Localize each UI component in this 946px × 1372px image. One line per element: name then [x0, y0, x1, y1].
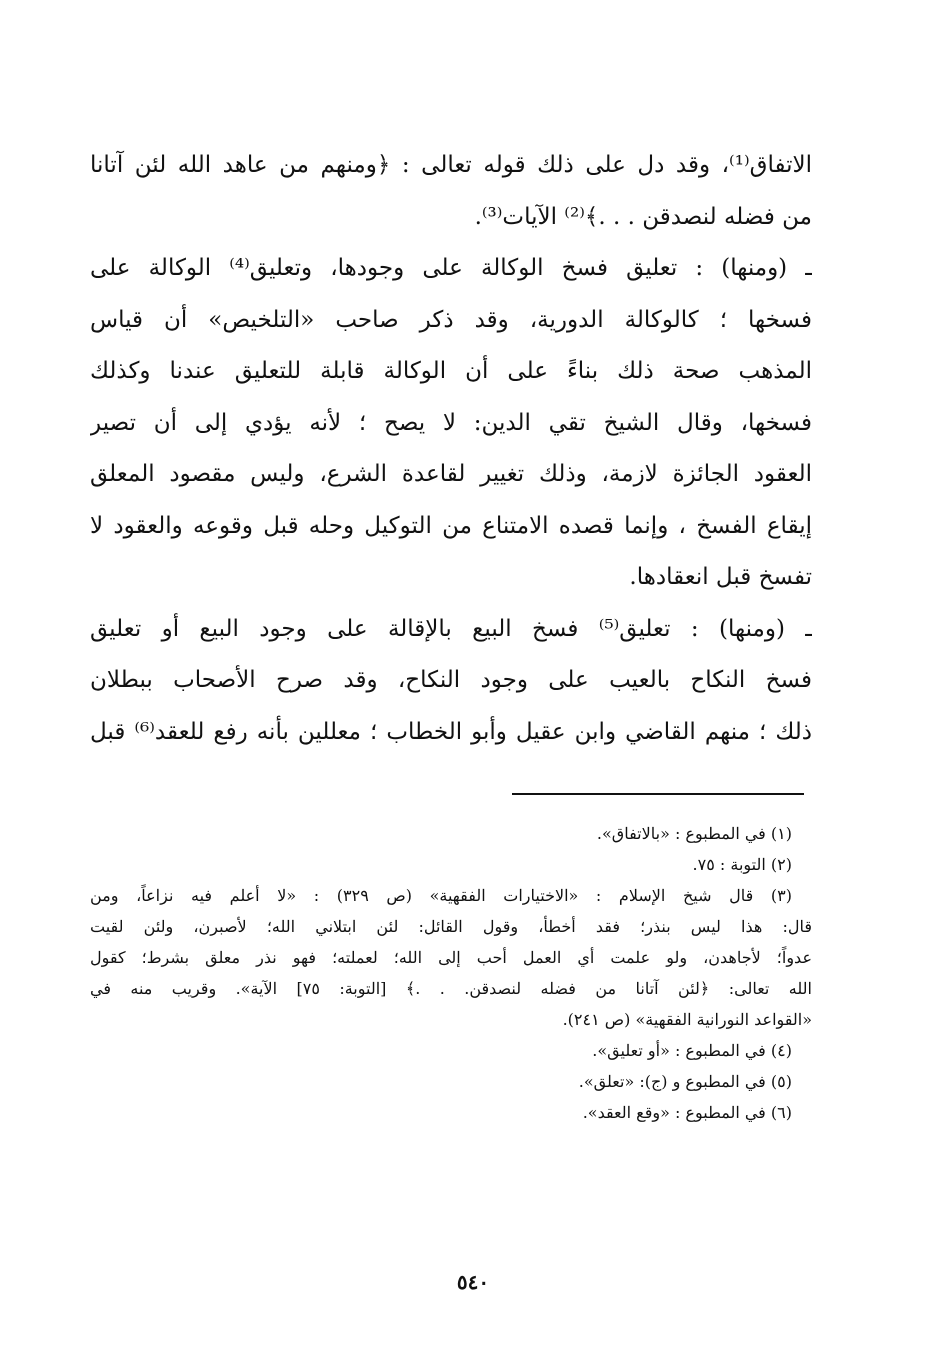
text-line: تفسخ قبل انعقادها. — [629, 564, 812, 590]
text-line: العقود الجائزة لازمة، وذلك تغيير لقاعدة الشرع، وليس مقصود المعلق — [90, 461, 812, 487]
footnote-line: (٤) في المطبوع : «أو تعليق». — [592, 1041, 792, 1060]
footnote-line: الله تعالى: ﴿لئن آتانا من فضله لنصدقن. . .﴾ [التوبة: ٧٥] الآية». وقريب منه في — [90, 979, 812, 998]
text-line: إيقاع الفسخ ، وإنما قصده الامتناع من التوكيل وحله قبل وقوعه والعقود لا — [90, 512, 812, 539]
text-line: الاتفاق⁽¹⁾، وقد دل على ذلك قوله تعالى : ﴿ومنهم من عاهد الله لئن آتانا — [90, 152, 812, 178]
footnote-line: عدواً؛ لأجاهدن، ولو علمت أي العمل أحب إلى الله؛ لعملته؛ فهو نذر معلق بشرط؛ كقول — [90, 948, 812, 967]
text-line: المذهب صحة ذلك بناءً على أن الوكالة قابلة للتعليق عندنا وكذلك — [90, 358, 812, 384]
text-line: فسخ النكاح بالعيب على وجود النكاح، وقد صرح الأصحاب ببطلان — [90, 667, 812, 693]
text-line: ذلك ؛ منهم القاضي وابن عقيل وأبو الخطاب ؛ معللين بأنه رفع للعقد⁽⁶⁾ قبل — [90, 718, 812, 745]
footnote-line: (١) في المطبوع : «بالاتفاق». — [596, 824, 792, 843]
footnote-line: (٦) في المطبوع : «وقع العقد». — [582, 1103, 792, 1122]
text-line: ـ (ومنها) : تعليق فسخ الوكالة على وجودها، وتعليق⁽⁴⁾ الوكالة على — [90, 255, 812, 281]
footnote-line: (٣) قال شيخ الإسلام : «الاختيارات الفقهية» (ص ٣٢٩) : «لا أعلم فيه نزاعاً، ومن — [90, 886, 793, 905]
footnote-line: (٢) التوبة : ٧٥. — [692, 855, 792, 874]
footnote-line: (٥) في المطبوع و (ج): «تعلق». — [578, 1072, 792, 1091]
footnote-line: «القواعد النورانية الفقهية» (ص ٢٤١). — [562, 1010, 812, 1029]
page-number: ٥٤٠ — [456, 1270, 490, 1294]
footnotes — [90, 818, 812, 1128]
text-line: ـ (ومنها) : تعليق⁽⁵⁾ فسخ البيع بالإقالة على وجود البيع أو تعليق — [90, 615, 812, 642]
text-line: فسخها ؛ كالوكالة الدورية، وقد ذكر صاحب «التلخيص» أن قياس — [90, 306, 812, 333]
main-text — [90, 140, 812, 758]
footnote-separator — [512, 793, 804, 795]
text-line: فسخها، وقال الشيخ تقي الدين: لا يصح ؛ لأنه يؤدي إلى أن تصير — [90, 409, 812, 436]
footnote-line: قال: هذا ليس بنذر؛ فقد أخطأ، وقول القائل: لئن ابتلاني الله؛ لأصبرن، ولئن لقيت — [90, 917, 812, 936]
text-line: من فضله لنصدقن . . .﴾⁽²⁾ الآيات⁽³⁾. — [474, 203, 812, 230]
